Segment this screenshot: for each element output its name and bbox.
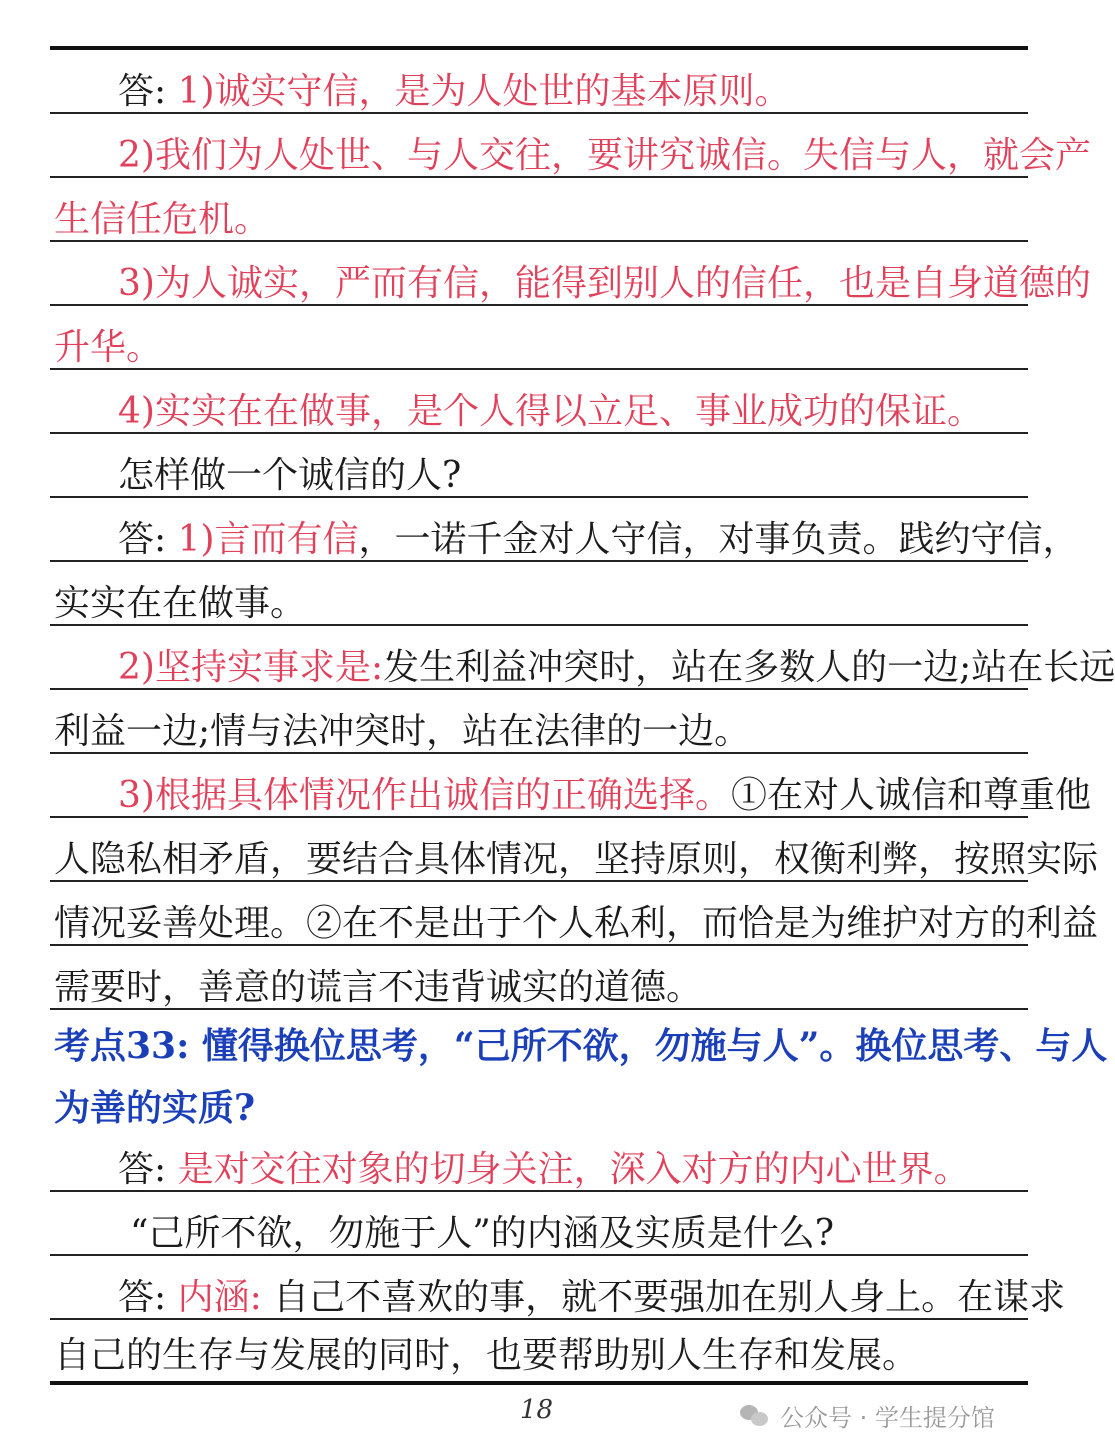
ruled-line bbox=[50, 1254, 1028, 1256]
bottom-border-line bbox=[50, 1381, 1028, 1385]
ruled-line bbox=[50, 368, 1028, 370]
ruled-line bbox=[50, 880, 1028, 882]
ruled-line bbox=[50, 560, 1028, 562]
topic-heading-line-2 bbox=[54, 1078, 1034, 1138]
ruled-line bbox=[50, 816, 1028, 818]
page-number: 18 bbox=[520, 1395, 554, 1425]
ruled-line bbox=[50, 624, 1028, 626]
answer-line-21 bbox=[54, 1326, 1034, 1386]
watermark-text: 公众号 · 学生提分馆 bbox=[780, 1403, 995, 1432]
ruled-line bbox=[50, 176, 1028, 178]
answer-text: 升华。 bbox=[54, 327, 163, 368]
topic-heading-line-1 bbox=[54, 1016, 1108, 1076]
ruled-line bbox=[50, 1008, 1028, 1010]
ruled-line bbox=[50, 944, 1028, 946]
ruled-line bbox=[50, 688, 1028, 690]
answer-text: 3)为人诚实，严而有信，能得到别人的信任，也是自身道德的 bbox=[118, 263, 1091, 304]
ruled-line bbox=[50, 1190, 1028, 1192]
answer-text: 人隐私相矛盾，要结合具体情况，坚持原则，权衡利弊，按照实际 bbox=[54, 839, 1099, 880]
answer-prefix: 答: bbox=[118, 519, 178, 560]
answer-text: 自己的生存与发展的同时，也要帮助别人生存和发展。 bbox=[54, 1335, 919, 1376]
answer-text: 是对交往对象的切身关注，深入对方的内心世界。 bbox=[177, 1149, 970, 1190]
wechat-icon bbox=[740, 1403, 770, 1427]
ruled-line bbox=[50, 432, 1028, 434]
ruled-line bbox=[50, 752, 1028, 754]
answer-text: 1)诚实守信，是为人处世的基本原则。 bbox=[177, 71, 791, 112]
answer-text: 自己不喜欢的事，就不要强加在别人身上。在谋求 bbox=[261, 1277, 1066, 1318]
ruled-line bbox=[50, 240, 1028, 242]
answer-text: 需要时，善意的谎言不违背诚实的道德。 bbox=[54, 967, 703, 1008]
answer-text: 情况妥善处理。②在不是出于个人私利，而恰是为维护对方的利益 bbox=[54, 903, 1099, 944]
answer-text: ①在对人诚信和尊重他 bbox=[730, 775, 1091, 816]
topic-heading: 考点33: 懂得换位思考，“己所不欲，勿施与人”。换位思考、与人 bbox=[54, 1025, 1108, 1067]
question-text: “己所不欲，勿施于人”的内涵及实质是什么? bbox=[130, 1213, 835, 1254]
ruled-line bbox=[50, 304, 1028, 306]
ruled-line bbox=[50, 1318, 1028, 1320]
answer-text: ，一诺千金对人守信，对事负责。践约守信， bbox=[358, 519, 1079, 560]
answer-key-point: 内涵: bbox=[177, 1277, 262, 1318]
top-border-line bbox=[50, 46, 1028, 50]
answer-prefix: 答: bbox=[118, 1277, 178, 1318]
ruled-line bbox=[50, 496, 1028, 498]
answer-key-point: 2)坚持实事求是: bbox=[118, 647, 384, 688]
answer-key-point: 1)言而有信 bbox=[177, 519, 359, 560]
answer-text: 生信任危机。 bbox=[54, 199, 271, 240]
answer-key-point: 3)根据具体情况作出诚信的正确选择。 bbox=[118, 775, 731, 816]
answer-prefix: 答: bbox=[118, 1149, 178, 1190]
topic-heading: 为善的实质? bbox=[54, 1087, 256, 1129]
answer-prefix: 答: bbox=[118, 71, 178, 112]
answer-text: 2)我们为人处世、与人交往，要讲究诚信。失信与人，就会产 bbox=[118, 135, 1091, 176]
answer-text: 发生利益冲突时，站在多数人的一边;站在长远 bbox=[383, 647, 1115, 688]
answer-text: 实实在在做事。 bbox=[54, 583, 307, 624]
ruled-line bbox=[50, 112, 1028, 114]
watermark bbox=[740, 1398, 995, 1432]
answer-text: 利益一边;情与法冲突时，站在法律的一边。 bbox=[54, 711, 751, 752]
answer-text: 4)实实在在做事，是个人得以立足、事业成功的保证。 bbox=[118, 391, 983, 432]
question-text: 怎样做一个诚信的人? bbox=[118, 455, 462, 496]
